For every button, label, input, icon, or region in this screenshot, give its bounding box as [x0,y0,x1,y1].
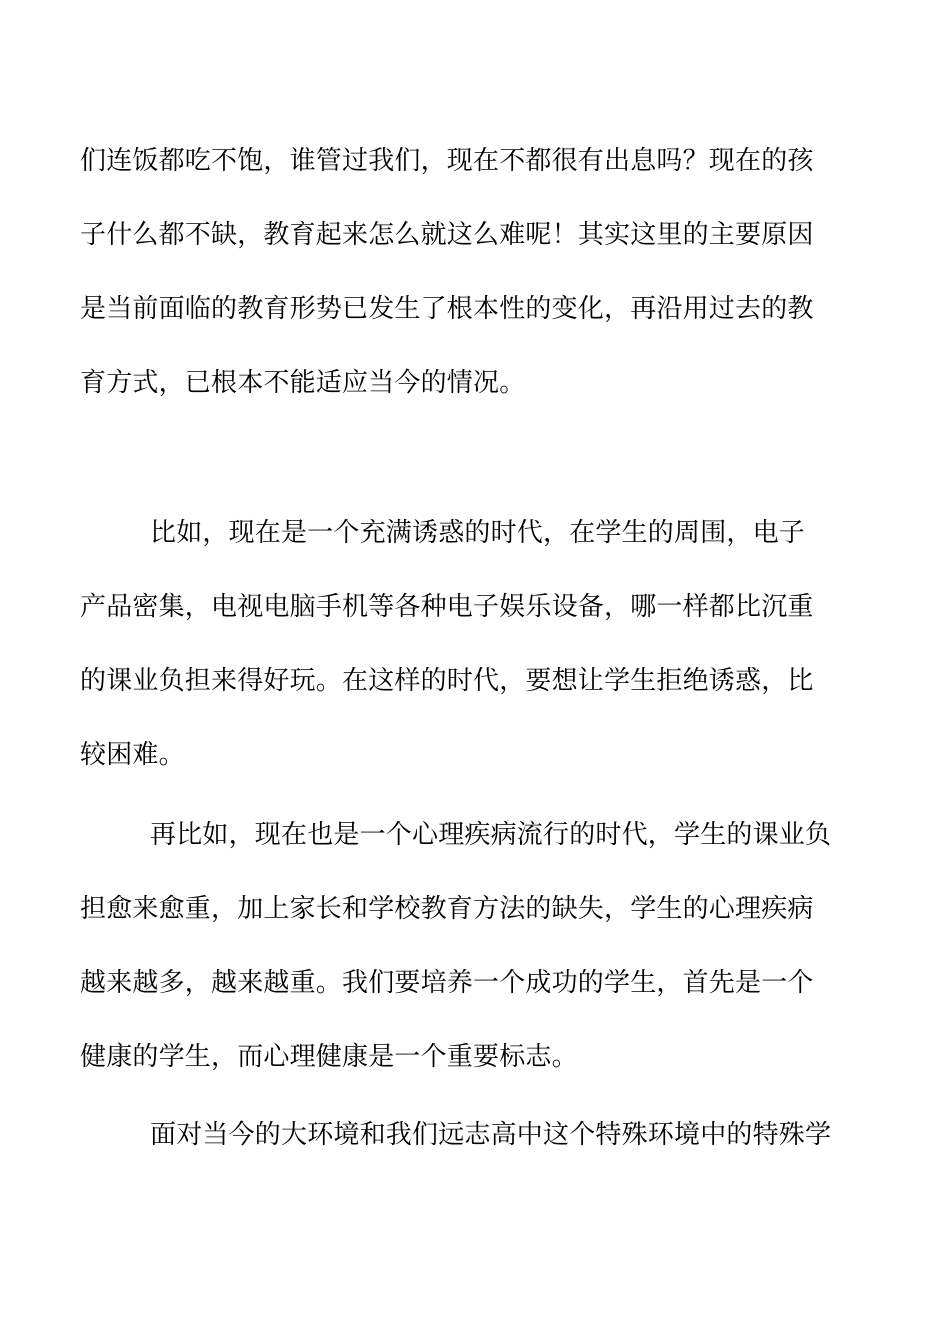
text-line: 的课业负担来得好玩。在这样的时代，要想让学生拒绝诱惑，比 [80,666,814,696]
paragraph-1 [80,124,880,420]
paragraph-2 [80,496,880,792]
text-line: 较困难。 [80,740,185,770]
text-line: 育方式，已根本不能适应当今的情况。 [80,368,526,398]
paragraph-3 [80,798,880,1094]
text-line: 是当前面临的教育形势已发生了根本性的变化，再沿用过去的教 [80,294,814,324]
text-line: 子什么都不缺，教育起来怎么就这么难呢！其实这里的主要原因 [80,220,814,250]
text-line: 健康的学生，而心理健康是一个重要标志。 [80,1042,578,1072]
text-line: 担愈来愈重，加上家长和学校教育方法的缺失，学生的心理疾病 [80,894,814,924]
text-line: 比如，现在是一个充满诱惑的时代，在学生的周围，电子 [150,518,806,548]
text-line: 越来越多，越来越重。我们要培养一个成功的学生，首先是一个 [80,968,814,998]
text-line: 产品密集，电视电脑手机等各种电子娱乐设备，哪一样都比沉重 [80,592,814,622]
paragraph-4 [80,1098,880,1172]
text-line: 们连饭都吃不饱，谁管过我们，现在不都很有出息吗？现在的孩 [80,146,814,176]
text-line: 面对当今的大环境和我们远志高中这个特殊环境中的特殊学 [150,1120,832,1150]
text-line: 再比如，现在也是一个心理疾病流行的时代，学生的课业负 [150,820,832,850]
